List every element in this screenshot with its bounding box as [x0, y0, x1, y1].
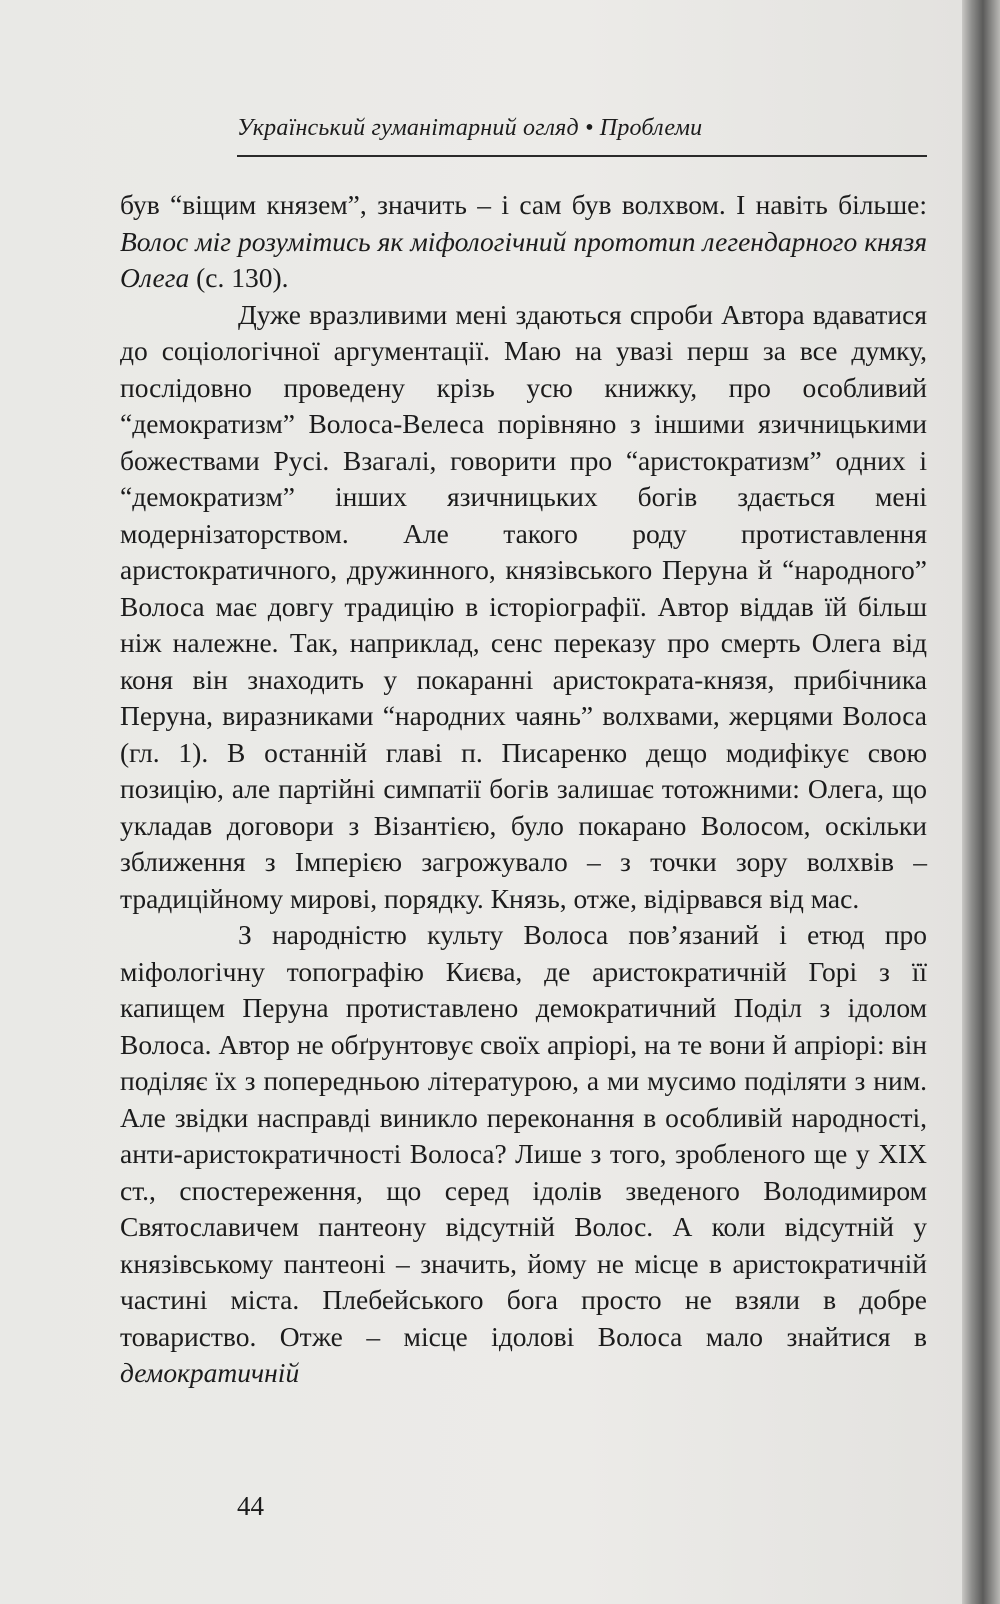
header-rule: [237, 155, 927, 157]
book-spine-shadow: [962, 0, 1000, 1604]
paragraph-2: Дуже вразливими мені здаються спроби Автора вдаватися до соціологічної аргументації. Маю на увазі перш за все думку, послідовно проведену крізь усю книжку, про особливий “демократизм” Волоса-Велеса порівняно з іншими язичницькими божествами Русі. Взагалі, говорити про “аристократизм” одних і “демократизм” інших язичницьких богів здається мені модернізаторством. Але такого роду протиставлення аристократичного, дружинного, князівського Перуна й “народного” Волоса має довгу традицію в історіографії. Автор віддав їй більш ніж належне. Так, наприклад, сенс переказу про смерть Олега від коня він знаходить у покаранні аристократа-князя, прибічника Перуна, виразниками “народних чаянь” волхвами, жерцями Волоса (гл. 1). В останній главі п. Писаренко дещо модифікує свою позицію, але партійні симпатії богів залишає тотожними: Олега, що укладав договори з Візантією, було покарано Волосом, оскільки зближення з Імперією загрожувало – з точки зору волхвів –традиційному мирові, порядку. Князь, отже, відірвався від мас.: [120, 298, 927, 914]
page-number: 44: [237, 1491, 264, 1521]
paragraph-1: [120, 187, 927, 297]
paragraph-3: [120, 917, 927, 1392]
paragraph-1-end: (с. 130).: [189, 262, 289, 293]
paragraph-1-italic: Волос міг розумітись як міфологічний прототип легендарного князя Олега: [120, 225, 927, 293]
paragraph-3-text: З народністю культу Волоса пов’язаний і етюд про міфологічну топографію Києва, де аристократичній Горі з її капищем Перуна протиставлено демократичний Поділ з ідолом Волоса. Автор не обґрунтовує своїх апріорі, на те вони й апріорі: він поділяє їх з попередньою літературою, а ми мусимо поділяти з ним. Але звідки насправді виникло переконання в особливій народності, анти-аристократичності Волоса? Лише з того, зробленого ще у XIX ст., спостереження, що серед ідолів зведеного Володимиром Святославичем пантеону відсутній Волос. А коли відсутній у князівському пантеоні – значить, йому не місце в аристократичній частині міста. Плебейського бога просто не взяли в добре товариство. Отже – місце ідолові Волоса мало знайтися в: [120, 919, 927, 1352]
paragraph-1-text: був “віщим князем”, значить – і сам був волхвом. І навіть більше:: [120, 189, 927, 220]
body-text: [120, 187, 927, 1392]
paragraph-3-italic: демократичній: [120, 1357, 300, 1388]
running-header: Український гуманітарний огляд • Проблеми: [237, 115, 703, 141]
